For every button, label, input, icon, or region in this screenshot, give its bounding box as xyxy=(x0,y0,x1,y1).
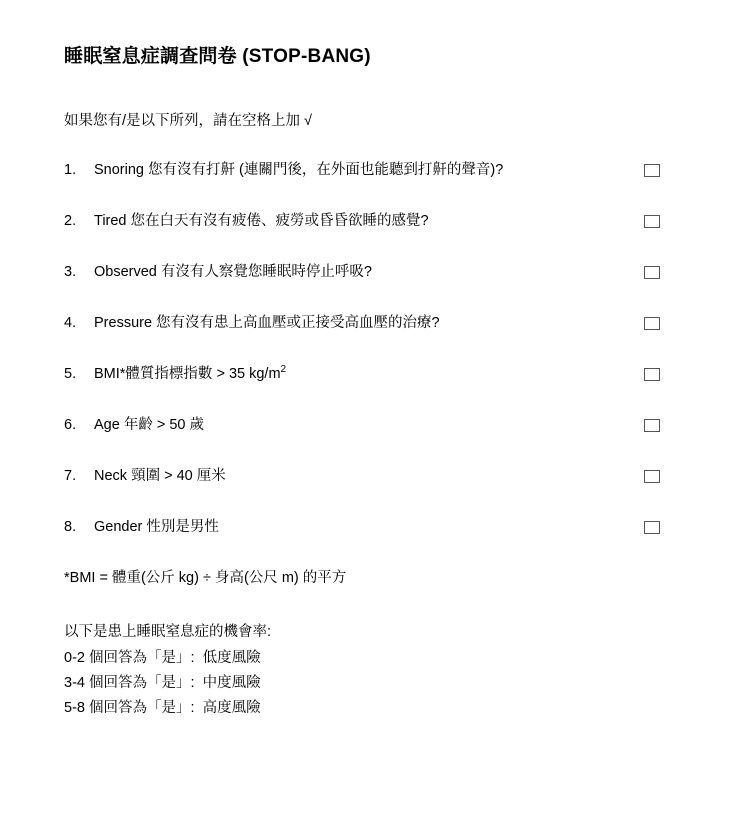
risk-line-medium: 3-4 個回答為「是」: 中度風險 xyxy=(64,674,261,691)
question-number: 1. xyxy=(64,162,77,179)
answer-checkbox-6[interactable] xyxy=(644,419,660,432)
answer-checkbox-8[interactable] xyxy=(644,521,660,534)
risk-line-high: 5-8 個回答為「是」: 高度風險 xyxy=(64,700,261,717)
checkbox-column xyxy=(644,517,684,534)
question-text: Neck 頸圍 > 40 厘米 xyxy=(94,468,226,485)
answer-checkbox-2[interactable] xyxy=(644,215,660,228)
question-number: 2. xyxy=(64,213,77,230)
question-row-4 xyxy=(64,313,684,334)
question-list xyxy=(64,160,684,538)
checkbox-column xyxy=(644,262,684,279)
question-number: 6. xyxy=(64,417,77,434)
checkbox-column xyxy=(644,211,684,228)
question-text: Pressure 您有沒有患上高血壓或正接受高血壓的治療? xyxy=(94,315,440,332)
question-text: Age 年齡 > 50 歲 xyxy=(94,417,205,434)
question-number: 5. xyxy=(64,366,77,383)
question-number: 4. xyxy=(64,315,77,332)
checkbox-column xyxy=(644,466,684,483)
instruction-text: 如果您有/是以下所列，請在空格上加 √ xyxy=(64,112,313,129)
answer-checkbox-5[interactable] xyxy=(644,368,660,381)
question-number: 7. xyxy=(64,468,77,485)
question-row-3 xyxy=(64,262,684,283)
question-text: Gender 性別是男性 xyxy=(94,519,219,536)
page-title: 睡眠窒息症調查問卷 (STOP-BANG) xyxy=(64,46,371,67)
question-text xyxy=(94,364,644,385)
bmi-superscript: 2 xyxy=(280,364,287,376)
question-row-2 xyxy=(64,211,684,232)
question-row-8 xyxy=(64,517,684,538)
risk-heading: 以下是患上睡眠窒息症的機會率: xyxy=(64,624,272,641)
bmi-formula-note: *BMI = 體重(公斤 kg) ÷ 身高(公尺 m) 的平方 xyxy=(64,570,347,587)
checkbox-column xyxy=(644,160,684,177)
answer-checkbox-3[interactable] xyxy=(644,266,660,279)
question-text: Observed 有沒有人察覺您睡眠時停止呼吸? xyxy=(94,264,372,281)
checkbox-column xyxy=(644,364,684,381)
risk-score-block xyxy=(64,620,684,722)
risk-line-low: 0-2 個回答為「是」: 低度風險 xyxy=(64,649,261,666)
question-text: Snoring 您有沒有打鼾 (連關門後，在外面也能聽到打鼾的聲音)? xyxy=(94,162,504,179)
question-number: 3. xyxy=(64,264,77,281)
question-row-1 xyxy=(64,160,684,181)
answer-checkbox-1[interactable] xyxy=(644,164,660,177)
answer-checkbox-7[interactable] xyxy=(644,470,660,483)
checkbox-column xyxy=(644,415,684,432)
question-row-5 xyxy=(64,364,684,385)
question-text-main: BMI*體質指標指數 > 35 kg/m xyxy=(94,366,281,383)
question-text: Tired 您在白天有沒有疲倦、疲勞或昏昏欲睡的感覺? xyxy=(94,213,429,230)
question-row-6 xyxy=(64,415,684,436)
question-number: 8. xyxy=(64,519,77,536)
question-row-7 xyxy=(64,466,684,487)
checkbox-column xyxy=(644,313,684,330)
answer-checkbox-4[interactable] xyxy=(644,317,660,330)
